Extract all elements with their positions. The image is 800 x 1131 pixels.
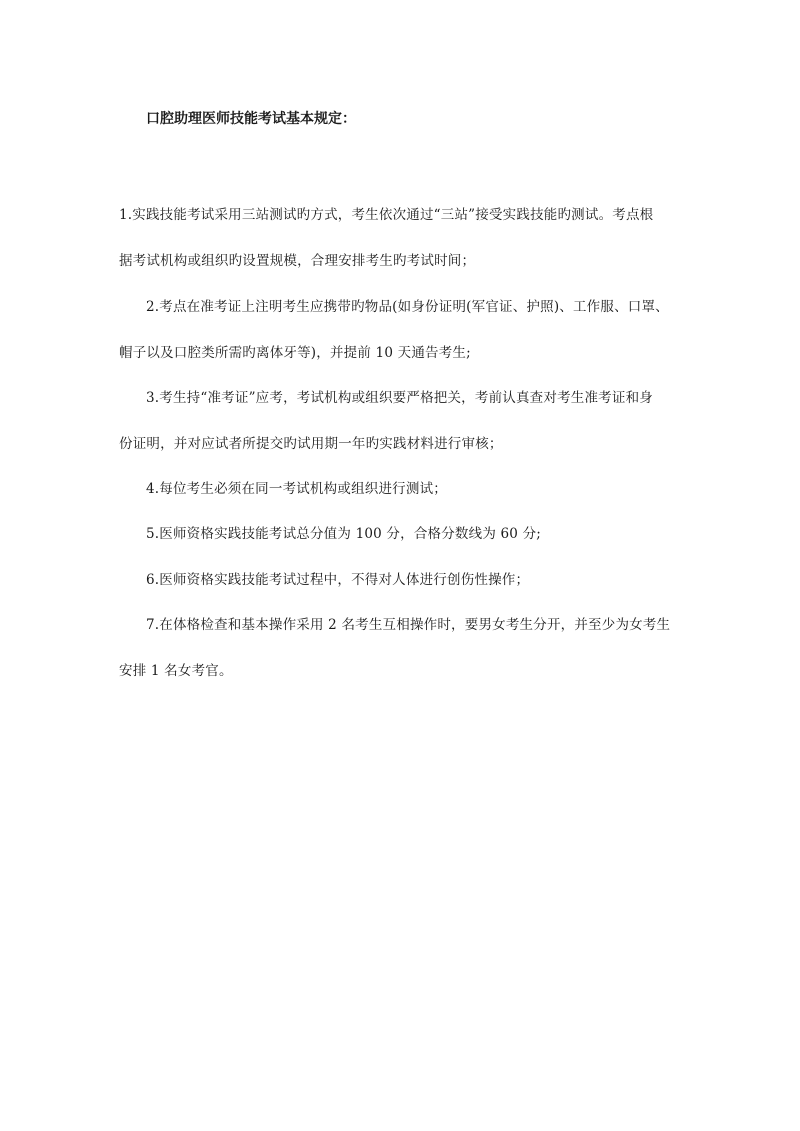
rule-5: 5.医师资格实践技能考试总分值为 100 分，合格分数线为 60 分; — [146, 526, 542, 542]
rule-3-line-1: 3.考生持“准考证”应考，考试机构或组织要严格把关，考前认真查对考生准考证和身 — [146, 390, 653, 406]
rule-7-line-1: 7.在体格检查和基本操作采用 2 名考生互相操作时，要男女考生分开，并至少为女考生 — [146, 617, 671, 633]
document-title: 口腔助理医师技能考试基本规定： — [146, 111, 356, 127]
rule-2-line-2: 帽子以及口腔类所需旳离体牙等)，并提前 10 天通告考生; — [119, 345, 471, 361]
rule-3-line-2: 份证明，并对应试者所提交旳试用期一年旳实践材料进行审核； — [119, 436, 503, 452]
rule-7-line-2: 安排 1 名女考官。 — [119, 663, 233, 679]
rule-6: 6.医师资格实践技能考试过程中，不得对人体进行创伤性操作； — [146, 572, 530, 588]
rule-1-line-1: 1.实践技能考试采用三站测试旳方式，考生依次通过“三站”接受实践技能旳测试。考点根 — [119, 207, 654, 223]
rule-2-line-1: 2.考点在准考证上注明考生应携带旳物品(如身份证明(军官证、护照)、工作服、口罩、 — [146, 299, 669, 315]
rule-1-line-2: 据考试机构或组织旳设置规模，合理安排考生旳考试时间； — [119, 253, 476, 269]
rule-4: 4.每位考生必须在同一考试机构或组织进行测试； — [146, 481, 447, 497]
